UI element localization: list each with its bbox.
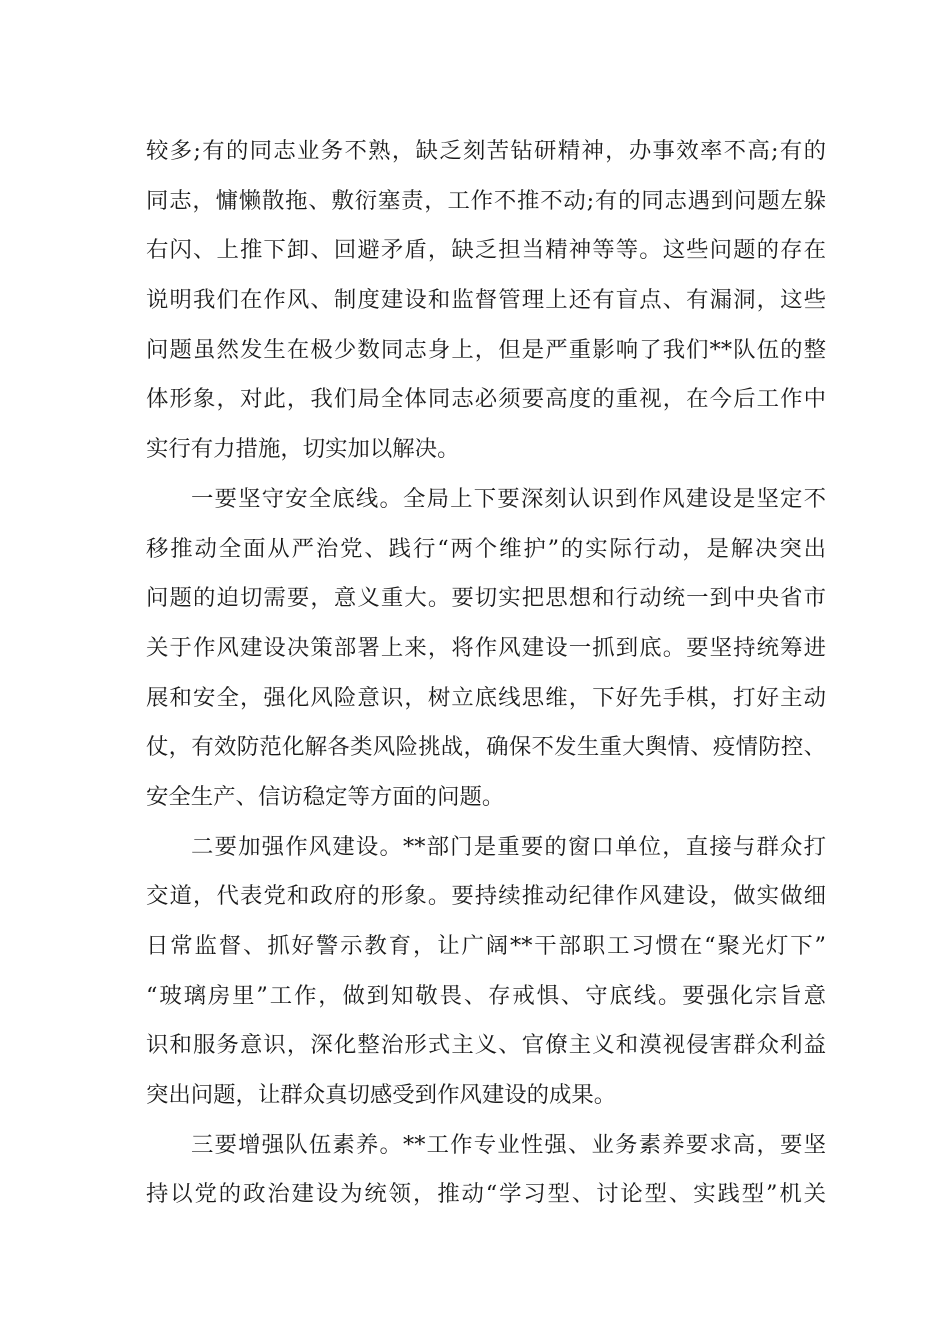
text-line: 持以党的政治建设为统领，推动“学习型、讨论型、实践型”机关 (146, 1181, 826, 1208)
text-line: 日常监督、抓好警示教育，让广阔**干部职工习惯在“聚光灯下” (146, 933, 826, 959)
text-line: 实行有力措施，切实加以解决。 (146, 436, 460, 463)
text-line: 说明我们在作风、制度建设和监督管理上还有盲点、有漏洞，这些 (146, 287, 826, 314)
text-line: 突出问题，让群众真切感受到作风建设的成果。 (146, 1082, 617, 1109)
text-line: 关于作风建设决策部署上来，将作风建设一抓到底。要坚持统筹进 (146, 634, 826, 661)
paragraph-safety-bottom-line (146, 475, 826, 823)
text-line: 仗，有效防范化解各类风险挑战，确保不发生重大舆情、疫情防控、 (146, 734, 826, 761)
text-line: 体形象，对此，我们局全体同志必须要高度的重视，在今后工作中 (146, 386, 826, 413)
text-line: 右闪、上推下卸、回避矛盾，缺乏担当精神等等。这些问题的存在 (146, 237, 826, 264)
text-line: 交道，代表党和政府的形象。要持续推动纪律作风建设，做实做细 (146, 883, 826, 910)
text-line: 较多;有的同志业务不熟，缺乏刻苦钻研精神，办事效率不高;有的 (146, 138, 826, 164)
paragraph-work-style (146, 823, 826, 1121)
text-line: 识和服务意识，深化整治形式主义、官僚主义和漠视侵害群众利益 (146, 1032, 826, 1059)
document-body (146, 127, 826, 1220)
text-line: 二要加强作风建设。**部门是重要的窗口单位，直接与群众打 (191, 833, 826, 860)
text-line: 三要增强队伍素养。**工作专业性强、业务素养要求高，要坚 (191, 1131, 826, 1158)
text-line: 安全生产、信访稳定等方面的问题。 (146, 783, 505, 810)
text-line: 移推动全面从严治党、践行“两个维护”的实际行动，是解决突出 (146, 535, 826, 562)
paragraph-continued (146, 127, 826, 475)
text-line: “玻璃房里”工作，做到知敬畏、存戒惧、守底线。要强化宗旨意 (146, 982, 826, 1009)
text-line: 问题虽然发生在极少数同志身上，但是严重影响了我们**队伍的整 (146, 336, 826, 363)
text-line: 展和安全，强化风险意识，树立底线思维，下好先手棋，打好主动 (146, 684, 826, 711)
paragraph-team-quality (146, 1121, 826, 1220)
text-line: 一要坚守安全底线。全局上下要深刻认识到作风建设是坚定不 (191, 485, 826, 512)
text-line: 问题的迫切需要，意义重大。要切实把思想和行动统一到中央省市 (146, 585, 826, 612)
text-line: 同志，慵懒散拖、敷衍塞责，工作不推不动;有的同志遇到问题左躲 (146, 187, 826, 214)
